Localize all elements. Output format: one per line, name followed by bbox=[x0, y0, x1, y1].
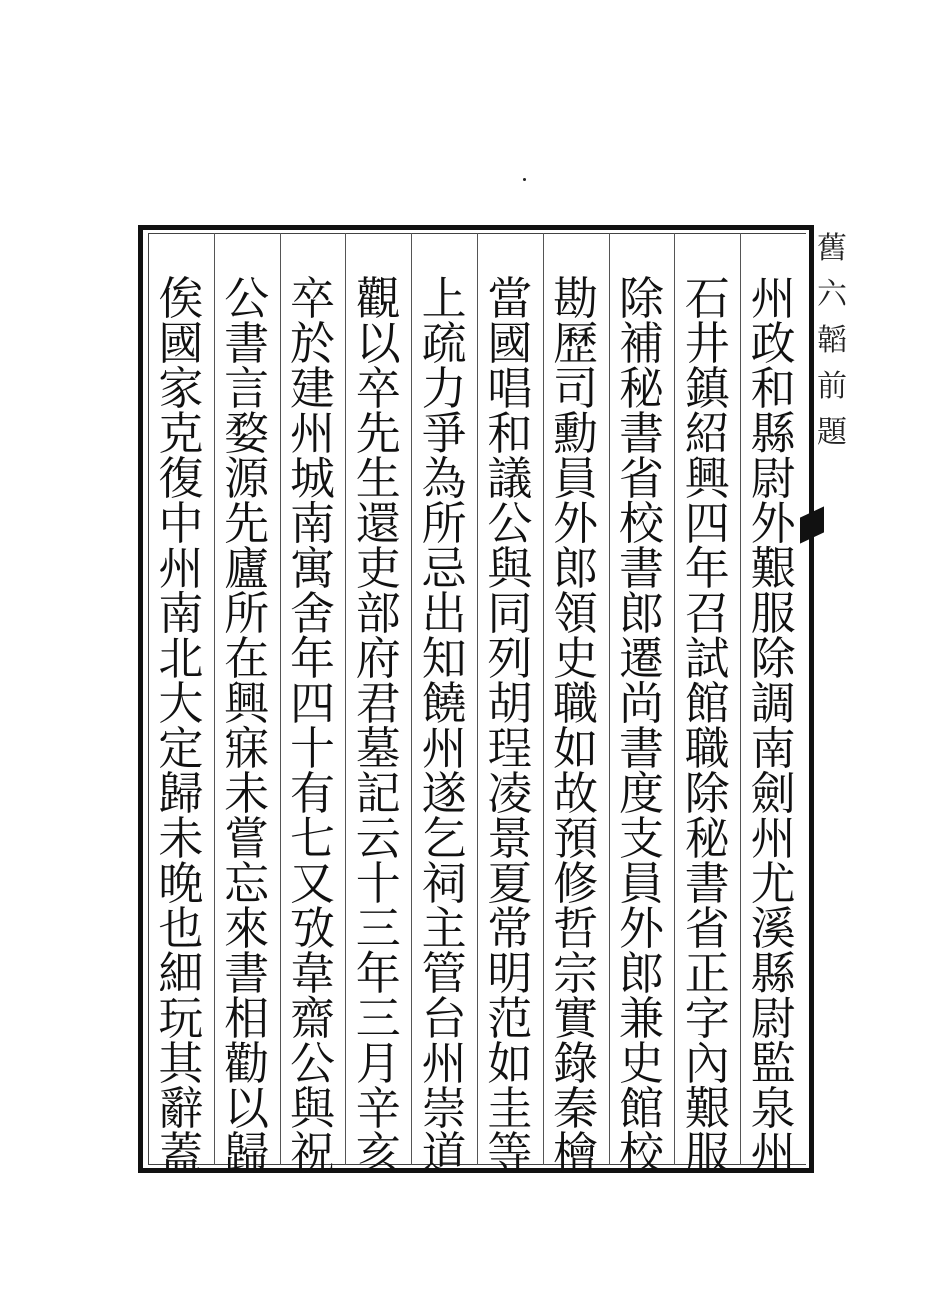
character: 外 bbox=[750, 497, 796, 550]
character: 等 bbox=[487, 1127, 533, 1180]
character: 當 bbox=[487, 272, 533, 325]
character: 言 bbox=[224, 362, 270, 415]
text-column bbox=[350, 272, 406, 1180]
character: 有 bbox=[289, 767, 335, 820]
text-column bbox=[416, 272, 472, 1180]
character: 吏 bbox=[355, 542, 401, 595]
margin-character: 六 bbox=[817, 277, 847, 312]
character: 家 bbox=[158, 362, 204, 415]
character: 尚 bbox=[618, 677, 664, 730]
character: 員 bbox=[553, 452, 599, 505]
character: 忘 bbox=[224, 857, 270, 910]
character: 蓋 bbox=[158, 1127, 204, 1180]
character: 領 bbox=[553, 587, 599, 640]
character: 所 bbox=[421, 497, 467, 550]
character: 和 bbox=[750, 362, 796, 415]
character: 館 bbox=[618, 1082, 664, 1135]
character: 忌 bbox=[421, 542, 467, 595]
text-column bbox=[285, 272, 341, 1180]
character: 四 bbox=[684, 497, 730, 550]
character: 七 bbox=[289, 812, 335, 865]
character: 部 bbox=[355, 587, 401, 640]
character: 補 bbox=[618, 317, 664, 370]
character: 字 bbox=[684, 992, 730, 1045]
character: 主 bbox=[421, 902, 467, 955]
character: 亥 bbox=[355, 1127, 401, 1180]
character: 以 bbox=[224, 1082, 270, 1135]
character: 歷 bbox=[553, 317, 599, 370]
character: 北 bbox=[158, 632, 204, 685]
character: 劍 bbox=[750, 767, 796, 820]
character: 書 bbox=[684, 857, 730, 910]
character: 內 bbox=[684, 1037, 730, 1090]
character: 年 bbox=[684, 542, 730, 595]
character: 外 bbox=[553, 497, 599, 550]
character: 道 bbox=[421, 1127, 467, 1180]
character: 所 bbox=[224, 587, 270, 640]
character: 晚 bbox=[158, 857, 204, 910]
character: 預 bbox=[553, 812, 599, 865]
character: 司 bbox=[553, 362, 599, 415]
column-divider bbox=[609, 233, 610, 1165]
character: 如 bbox=[487, 1037, 533, 1090]
column-divider bbox=[543, 233, 544, 1165]
character: 州 bbox=[421, 1037, 467, 1090]
character: 公 bbox=[487, 497, 533, 550]
character: 凌 bbox=[487, 767, 533, 820]
character: 觀 bbox=[355, 272, 401, 325]
character: 歸 bbox=[158, 767, 204, 820]
character: 相 bbox=[224, 992, 270, 1045]
character: 尉 bbox=[750, 992, 796, 1045]
character: 城 bbox=[289, 452, 335, 505]
character: 泉 bbox=[750, 1082, 796, 1135]
character: 唱 bbox=[487, 362, 533, 415]
character: 宗 bbox=[553, 947, 599, 1000]
character: 十 bbox=[355, 857, 401, 910]
character: 溪 bbox=[750, 902, 796, 955]
character: 興 bbox=[684, 452, 730, 505]
character: 書 bbox=[618, 407, 664, 460]
character: 明 bbox=[487, 947, 533, 1000]
character: 職 bbox=[553, 677, 599, 730]
character: 故 bbox=[553, 767, 599, 820]
character: 石 bbox=[684, 272, 730, 325]
margin-label bbox=[814, 230, 850, 540]
text-column bbox=[548, 272, 604, 1180]
character: 議 bbox=[487, 452, 533, 505]
character: 政 bbox=[750, 317, 796, 370]
character: 試 bbox=[684, 632, 730, 685]
character: 圭 bbox=[487, 1082, 533, 1135]
character: 墓 bbox=[355, 722, 401, 775]
character: 卒 bbox=[289, 272, 335, 325]
character: 秘 bbox=[618, 362, 664, 415]
character: 管 bbox=[421, 947, 467, 1000]
character: 辭 bbox=[158, 1082, 204, 1135]
character: 南 bbox=[158, 587, 204, 640]
character: 君 bbox=[355, 677, 401, 730]
character: 台 bbox=[421, 992, 467, 1045]
character: 克 bbox=[158, 407, 204, 460]
character: 鎮 bbox=[684, 362, 730, 415]
character: 韋 bbox=[289, 947, 335, 1000]
character: 與 bbox=[289, 1082, 335, 1135]
character: 府 bbox=[355, 632, 401, 685]
column-divider bbox=[477, 233, 478, 1165]
character: 還 bbox=[355, 497, 401, 550]
character: 史 bbox=[553, 632, 599, 685]
character: 又 bbox=[289, 857, 335, 910]
character: 遂 bbox=[421, 767, 467, 820]
character: 建 bbox=[289, 362, 335, 415]
character: 南 bbox=[750, 722, 796, 775]
character: 興 bbox=[224, 677, 270, 730]
character: 州 bbox=[750, 812, 796, 865]
character: 史 bbox=[618, 1037, 664, 1090]
character: 也 bbox=[158, 902, 204, 955]
column-divider bbox=[674, 233, 675, 1165]
character: 公 bbox=[224, 272, 270, 325]
character: 服 bbox=[750, 587, 796, 640]
character: 勸 bbox=[224, 1037, 270, 1090]
text-column bbox=[482, 272, 538, 1180]
character: 四 bbox=[289, 677, 335, 730]
character: 艱 bbox=[684, 1082, 730, 1135]
character: 定 bbox=[158, 722, 204, 775]
character: 與 bbox=[487, 542, 533, 595]
character: 州 bbox=[289, 407, 335, 460]
character: 尉 bbox=[750, 452, 796, 505]
text-column bbox=[614, 272, 670, 1180]
character: 紹 bbox=[684, 407, 730, 460]
character: 書 bbox=[224, 317, 270, 370]
character: 修 bbox=[553, 857, 599, 910]
character: 尤 bbox=[750, 857, 796, 910]
character: 校 bbox=[618, 1127, 664, 1180]
character: 景 bbox=[487, 812, 533, 865]
character: 同 bbox=[487, 587, 533, 640]
character: 為 bbox=[421, 452, 467, 505]
character: 玩 bbox=[158, 992, 204, 1045]
character: 州 bbox=[158, 542, 204, 595]
character: 齋 bbox=[289, 992, 335, 1045]
character: 勳 bbox=[553, 407, 599, 460]
margin-character: 舊 bbox=[817, 231, 847, 266]
character: 調 bbox=[750, 677, 796, 730]
character: 云 bbox=[355, 812, 401, 865]
character: 遷 bbox=[618, 632, 664, 685]
character: 嘗 bbox=[224, 812, 270, 865]
character: 三 bbox=[355, 992, 401, 1045]
character: 省 bbox=[684, 902, 730, 955]
character: 中 bbox=[158, 497, 204, 550]
character: 州 bbox=[421, 722, 467, 775]
character: 年 bbox=[355, 947, 401, 1000]
character: 和 bbox=[487, 407, 533, 460]
character: 源 bbox=[224, 452, 270, 505]
character: 郎 bbox=[618, 587, 664, 640]
character: 先 bbox=[355, 407, 401, 460]
character: 秘 bbox=[684, 812, 730, 865]
character: 先 bbox=[224, 497, 270, 550]
character: 郎 bbox=[618, 947, 664, 1000]
character: 知 bbox=[421, 632, 467, 685]
character: 爭 bbox=[421, 407, 467, 460]
character: 秦 bbox=[553, 1082, 599, 1135]
text-column bbox=[679, 272, 735, 1180]
character: 出 bbox=[421, 587, 467, 640]
character: 大 bbox=[158, 677, 204, 730]
character: 書 bbox=[224, 947, 270, 1000]
margin-character: 前 bbox=[817, 369, 847, 404]
character: 細 bbox=[158, 947, 204, 1000]
character: 未 bbox=[158, 812, 204, 865]
character: 書 bbox=[618, 722, 664, 775]
character: 攷 bbox=[289, 902, 335, 955]
character: 州 bbox=[750, 1127, 796, 1180]
character: 南 bbox=[289, 497, 335, 550]
character: 常 bbox=[487, 902, 533, 955]
character: 兼 bbox=[618, 992, 664, 1045]
character: 國 bbox=[158, 317, 204, 370]
margin-character: 韜 bbox=[817, 323, 847, 358]
character: 未 bbox=[224, 767, 270, 820]
character: 於 bbox=[289, 317, 335, 370]
character: 祝 bbox=[289, 1127, 335, 1180]
column-divider bbox=[345, 233, 346, 1165]
character: 井 bbox=[684, 317, 730, 370]
character: 年 bbox=[289, 632, 335, 685]
character: 職 bbox=[684, 722, 730, 775]
character: 召 bbox=[684, 587, 730, 640]
text-column bbox=[153, 272, 209, 1180]
margin-character: 題 bbox=[817, 415, 847, 450]
character: 館 bbox=[684, 677, 730, 730]
character: 生 bbox=[355, 452, 401, 505]
character: 力 bbox=[421, 362, 467, 415]
character: 婺 bbox=[224, 407, 270, 460]
character: 省 bbox=[618, 452, 664, 505]
character: 如 bbox=[553, 722, 599, 775]
character: 寐 bbox=[224, 722, 270, 775]
character: 胡 bbox=[487, 677, 533, 730]
character: 艱 bbox=[750, 542, 796, 595]
character: 在 bbox=[224, 632, 270, 685]
character: 復 bbox=[158, 452, 204, 505]
character: 俟 bbox=[158, 272, 204, 325]
page-dot-mark bbox=[523, 178, 526, 181]
character: 夏 bbox=[487, 857, 533, 910]
character: 校 bbox=[618, 497, 664, 550]
character: 外 bbox=[618, 902, 664, 955]
character: 祠 bbox=[421, 857, 467, 910]
character: 服 bbox=[684, 1127, 730, 1180]
text-column bbox=[219, 272, 275, 1180]
character: 卒 bbox=[355, 362, 401, 415]
character: 上 bbox=[421, 272, 467, 325]
character: 勘 bbox=[553, 272, 599, 325]
character: 哲 bbox=[553, 902, 599, 955]
character: 支 bbox=[618, 812, 664, 865]
character: 乞 bbox=[421, 812, 467, 865]
character: 度 bbox=[618, 767, 664, 820]
character: 列 bbox=[487, 632, 533, 685]
character: 范 bbox=[487, 992, 533, 1045]
character: 除 bbox=[618, 272, 664, 325]
character: 廬 bbox=[224, 542, 270, 595]
character: 正 bbox=[684, 947, 730, 1000]
character: 以 bbox=[355, 317, 401, 370]
text-column bbox=[745, 272, 801, 1180]
character: 記 bbox=[355, 767, 401, 820]
character: 書 bbox=[618, 542, 664, 595]
column-divider bbox=[411, 233, 412, 1165]
character: 實 bbox=[553, 992, 599, 1045]
character: 公 bbox=[289, 1037, 335, 1090]
character: 三 bbox=[355, 902, 401, 955]
character: 饒 bbox=[421, 677, 467, 730]
character: 縣 bbox=[750, 407, 796, 460]
character: 除 bbox=[684, 767, 730, 820]
character: 國 bbox=[487, 317, 533, 370]
character: 珵 bbox=[487, 722, 533, 775]
character: 除 bbox=[750, 632, 796, 685]
character: 檜 bbox=[553, 1127, 599, 1180]
character: 州 bbox=[750, 272, 796, 325]
character: 十 bbox=[289, 722, 335, 775]
character: 月 bbox=[355, 1037, 401, 1090]
character: 錄 bbox=[553, 1037, 599, 1090]
character: 來 bbox=[224, 902, 270, 955]
character: 其 bbox=[158, 1037, 204, 1090]
character: 郎 bbox=[553, 542, 599, 595]
character: 疏 bbox=[421, 317, 467, 370]
character: 監 bbox=[750, 1037, 796, 1090]
column-divider bbox=[214, 233, 215, 1165]
character: 員 bbox=[618, 857, 664, 910]
character: 辛 bbox=[355, 1082, 401, 1135]
column-divider bbox=[740, 233, 741, 1165]
character: 寓 bbox=[289, 542, 335, 595]
character: 崇 bbox=[421, 1082, 467, 1135]
column-divider bbox=[280, 233, 281, 1165]
character: 舍 bbox=[289, 587, 335, 640]
character: 歸 bbox=[224, 1127, 270, 1180]
character: 縣 bbox=[750, 947, 796, 1000]
